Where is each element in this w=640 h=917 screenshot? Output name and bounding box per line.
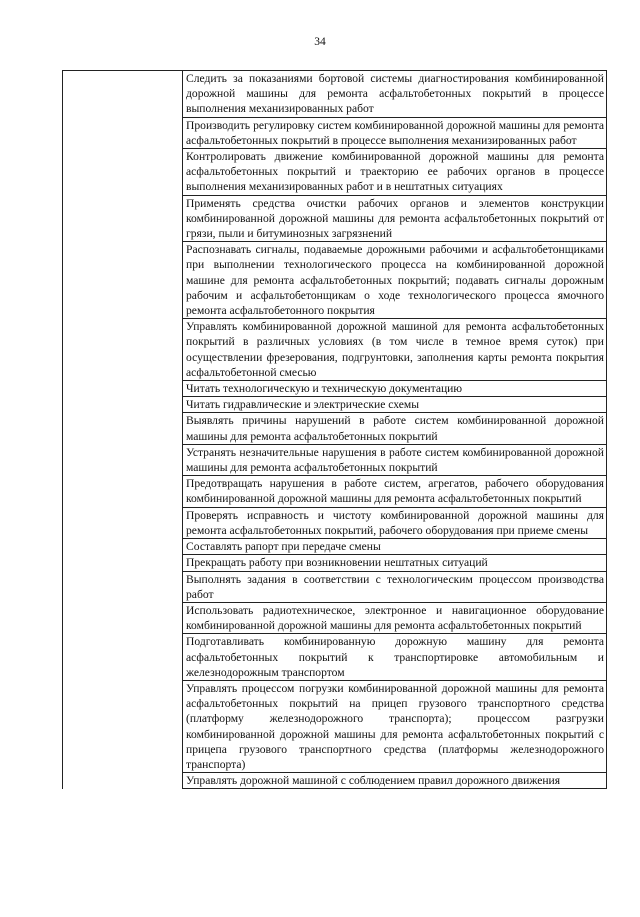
skill-cell: Составлять рапорт при передаче смены: [183, 539, 607, 555]
table-row: [63, 71, 607, 118]
skill-cell: Выявлять причины нарушений в работе систем комбинированной дорожной машины для ремонта асфальтобетонных покрытий: [183, 413, 607, 444]
skill-cell: Проверять исправность и чистоту комбинированной дорожной машины для ремонта асфальтобетонных покрытий, рабочего оборудования при приеме смены: [183, 507, 607, 538]
skill-cell: Управлять комбинированной дорожной машиной для ремонта асфальтобетонных покрытий в различных условиях (в том числе в темное время суток) при осуществлении фрезерования, подгрунтовки, заполнения карты ремонта покрытия асфальтобетонной смесью: [183, 319, 607, 381]
skill-cell: Устранять незначительные нарушения в работе систем комбинированной дорожной машины для ремонта асфальтобетонных покрытий: [183, 444, 607, 475]
skill-cell: Выполнять задания в соответствии с технологическим процессом производства работ: [183, 571, 607, 602]
skill-cell: Следить за показаниями бортовой системы диагностирования комбинированной дорожной машины для ремонта асфальтобетонных покрытий в процессе выполнения механизированных работ: [183, 71, 607, 118]
skill-cell: Прекращать работу при возникновении нештатных ситуаций: [183, 555, 607, 571]
label-cell-empty: [63, 71, 183, 789]
skill-cell: Распознавать сигналы, подаваемые дорожными рабочими и асфальтобетонщиками при выполнении технологического процесса на комбинированной дорожной машине для ремонта асфальтобетонных покрытий; подавать сигналы дорожным рабочим и асфальтобетонщикам о ходе технологического процесса ямочного ремонта асфальтобетонного покрытия: [183, 242, 607, 319]
skill-cell: Контролировать движение комбинированной дорожной машины для ремонта асфальтобетонных покрытий и траекторию ее рабочих органов в процессе выполнения механизированных работ и в нештатных ситуациях: [183, 149, 607, 196]
skill-cell: Читать гидравлические и электрические схемы: [183, 397, 607, 413]
skill-cell: Использовать радиотехническое, электронное и навигационное оборудование комбинированной дорожной машины для ремонта асфальтобетонных покрытий: [183, 602, 607, 633]
skill-cell: Подготавливать комбинированную дорожную машину для ремонта асфальтобетонных покрытий к транспортировке автомобильным и железнодорожным транспортом: [183, 634, 607, 681]
skill-cell: Применять средства очистки рабочих органов и элементов конструкции комбинированной дорожной машины для ремонта асфальтобетонных покрытий от грязи, пыли и битуминозных загрязнений: [183, 195, 607, 242]
skill-cell: Управлять процессом погрузки комбинированной дорожной машины для ремонта асфальтобетонных покрытий на прицеп грузового транспортного средства (платформу железнодорожного транспорта); процессом разгрузки комбинированной дорожной машины для ремонта асфальтобетонных покрытий с прицепа грузового транспортного средства (платформы железнодорожного транспорта): [183, 680, 607, 772]
skill-cell: Управлять дорожной машиной с соблюдением правил дорожного движения: [183, 773, 607, 789]
skill-cell: Читать технологическую и техническую документацию: [183, 381, 607, 397]
page-number: 34: [314, 36, 326, 48]
skill-cell: Предотвращать нарушения в работе систем, агрегатов, рабочего оборудования комбинированной дорожной машины для ремонта асфальтобетонных покрытий: [183, 476, 607, 507]
skills-table: [62, 70, 607, 789]
skill-cell: Производить регулировку систем комбинированной дорожной машины для ремонта асфальтобетонных покрытий в процессе выполнения механизированных работ: [183, 117, 607, 148]
